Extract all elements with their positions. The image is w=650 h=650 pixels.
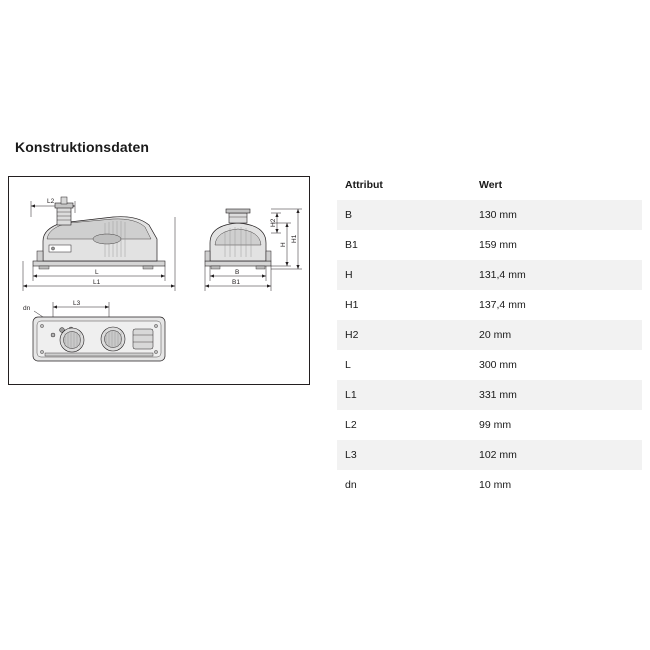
table-row: [337, 260, 642, 290]
cell-attribute: H: [337, 260, 471, 290]
cell-value: 130 mm: [471, 200, 642, 230]
dim-label-h1: H1: [291, 234, 298, 243]
cell-attribute: H2: [337, 320, 471, 350]
cell-attribute: L: [337, 350, 471, 380]
side-elevation-view: [23, 197, 175, 291]
side-elevation-body: [33, 197, 165, 269]
dim-label-h: H: [280, 242, 287, 247]
cell-attribute: dn: [337, 470, 471, 500]
cell-value: 159 mm: [471, 230, 642, 260]
cell-attribute: B1: [337, 230, 471, 260]
cell-attribute: L2: [337, 410, 471, 440]
table-header-row: [337, 170, 642, 200]
cell-attribute: L1: [337, 380, 471, 410]
table-row: [337, 200, 642, 230]
table-row: [337, 320, 642, 350]
table-row: [337, 290, 642, 320]
construction-data-table: [337, 170, 642, 500]
cell-value: 137,4 mm: [471, 290, 642, 320]
dim-label-l2: L2: [47, 198, 55, 205]
table-row: [337, 380, 642, 410]
cell-attribute: L3: [337, 440, 471, 470]
front-elevation-body: [205, 209, 271, 269]
table-row: [337, 470, 642, 500]
dim-label-l: L: [95, 269, 99, 276]
plan-view-body: [33, 317, 165, 361]
dim-label-l1: L1: [93, 279, 101, 286]
table-row: [337, 440, 642, 470]
column-header-attribute: Attribut: [337, 170, 471, 200]
cell-value: 131,4 mm: [471, 260, 642, 290]
dim-label-h2: H2: [270, 218, 277, 227]
technical-drawing-svg: [9, 177, 309, 384]
cell-value: 99 mm: [471, 410, 642, 440]
cell-value: 10 mm: [471, 470, 642, 500]
dim-label-dn: dn: [23, 305, 31, 312]
front-elevation-view: [205, 209, 302, 291]
cell-value: 331 mm: [471, 380, 642, 410]
dim-label-b1: B1: [232, 279, 240, 286]
cell-value: 102 mm: [471, 440, 642, 470]
table-head: [337, 170, 642, 200]
table-body: [337, 200, 642, 500]
table-row: [337, 410, 642, 440]
technical-drawing-panel: [8, 176, 310, 385]
page-title: Konstruktionsdaten: [15, 139, 150, 155]
table-row: [337, 350, 642, 380]
cell-value: 300 mm: [471, 350, 642, 380]
dim-l3: [53, 302, 109, 319]
cell-attribute: H1: [337, 290, 471, 320]
dim-label-b: B: [235, 269, 240, 276]
column-header-value: Wert: [471, 170, 642, 200]
cell-value: 20 mm: [471, 320, 642, 350]
table-row: [337, 230, 642, 260]
dim-label-l3: L3: [73, 300, 81, 307]
cell-attribute: B: [337, 200, 471, 230]
plan-view: [23, 300, 165, 361]
